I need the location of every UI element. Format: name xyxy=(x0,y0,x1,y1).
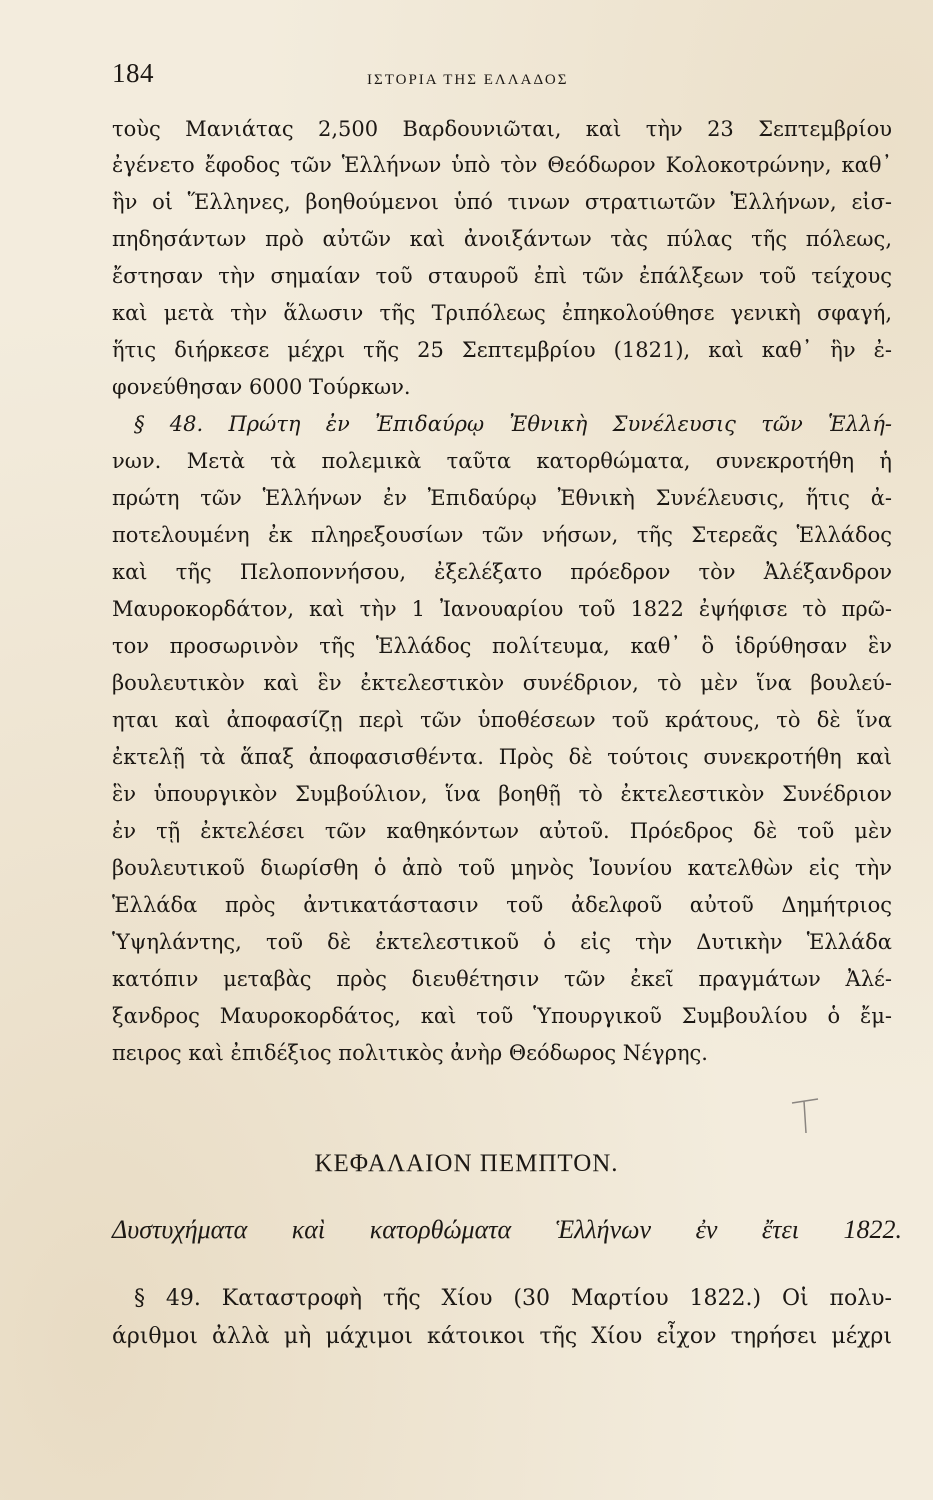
text-line: ἥτις διήρκεσε μέχρι τῆς 25 Σεπτεμβρίου (1821), καὶ καθ᾿ ἣν ἐ- xyxy=(112,338,892,362)
text-line: Ὑψηλάντης, τοῦ δὲ ἐκτελεστικοῦ ὁ εἰς τὴν Δυτικὴν Ἑλλάδα xyxy=(112,930,892,954)
text-line: ἐγένετο ἔφοδος τῶν Ἑλλήνων ὑπὸ τὸν Θεόδωρον Κολοκοτρώνην, καθ᾿ xyxy=(112,153,892,177)
text-line: καὶ τῆς Πελοποννήσου, ἐξελέξατο πρόεδρον τὸν Ἀλέξανδρον xyxy=(112,560,892,584)
page-number: 184 xyxy=(112,58,154,88)
text-line: τοὺς Μανιάτας 2,500 Βαρδουνιῶται, καὶ τὴν 23 Σεπτεμβρίου xyxy=(112,117,892,141)
text-line: ξανδρος Μαυροκορδάτος, καὶ τοῦ Ὑπουργικοῦ Συμβουλίου ὁ ἔμ- xyxy=(112,1004,892,1028)
text-line: καὶ μετὰ τὴν ἅλωσιν τῆς Τριπόλεως ἐπηκολούθησε γενικὴ σφαγή, xyxy=(112,301,892,325)
text-line: ἓν ὑπουργικὸν Συμβούλιον, ἵνα βοηθῇ τὸ ἐκτελεστικὸν Συνέδριον xyxy=(112,782,892,806)
chapter-subtitle: Δυστυχήματα καὶ κατορθώματα Ἑλλήνων ἐν ἔτει 1822. xyxy=(112,1215,902,1244)
text-line: νων. Μετὰ τὰ πολεμικὰ ταῦτα κατορθώματα, συνεκροτήθη ἡ xyxy=(112,449,892,473)
section-heading-48: § 48. Πρώτη ἐν Ἐπιδαύρῳ Ἐθνικὴ Συνέλευσις τῶν Ἑλλή- xyxy=(134,412,892,436)
pencil-mark xyxy=(790,1095,820,1135)
text-line: Ἑλλάδα πρὸς ἀντικατάστασιν τοῦ ἀδελφοῦ αὐτοῦ Δημήτριος xyxy=(112,893,892,917)
text-line: άριθμοι ἀλλὰ μὴ μάχιμοι κάτοικοι τῆς Χίου εἶχον τηρήσει μέχρι xyxy=(112,1324,892,1349)
text-line: βουλευτικὸν καὶ ἓν ἐκτελεστικὸν συνέδριον, τὸ μὲν ἵνα βουλεύ- xyxy=(112,671,892,695)
text-line: ἔστησαν τὴν σημαίαν τοῦ σταυροῦ ἐπὶ τῶν ἐπάλξεων τοῦ τείχους xyxy=(112,264,892,288)
text-line: βουλευτικοῦ διωρίσθη ὁ ἀπὸ τοῦ μηνὸς Ἰουνίου κατελθὼν εἰς τὴν xyxy=(112,856,892,880)
text-line: πειρος καὶ ἐπιδέξιος πολιτικὸς ἀνὴρ Θεόδωρος Νέγρης. xyxy=(112,1041,708,1065)
text-line: ἐν τῇ ἐκτελέσει τῶν καθηκόντων αὐτοῦ. Πρόεδρος δὲ τοῦ μὲν xyxy=(112,819,892,843)
running-head: ΙΣΤΟΡΙΑ ΤΗΣ ΕΛΛΑΔΟΣ xyxy=(367,72,569,88)
page-header xyxy=(112,58,892,98)
text-line: φονεύθησαν 6000 Τούρκων. xyxy=(112,375,411,399)
text-line: πηδησάντων πρὸ αὐτῶν καὶ ἀνοιξάντων τὰς πύλας τῆς πόλεως, xyxy=(112,227,892,251)
text-line: ποτελουμένη ἐκ πληρεξουσίων τῶν νήσων, τῆς Στερεᾶς Ἑλλάδος xyxy=(112,523,892,547)
text-line: τον προσωρινὸν τῆς Ἑλλάδος πολίτευμα, καθ᾿ ὃ ἱδρύθησαν ἓν xyxy=(112,634,892,658)
text-line: ἐκτελῇ τὰ ἅπαξ ἀποφασισθέντα. Πρὸς δὲ τούτοις συνεκροτήθη καὶ xyxy=(112,745,892,769)
section-heading-49: § 49. Καταστροφὴ τῆς Χίου (30 Μαρτίου 1822.) Οἱ πολυ- xyxy=(134,1286,892,1311)
text-line: ηται καὶ ἀποφασίζῃ περὶ τῶν ὑποθέσεων τοῦ κράτους, τὸ δὲ ἵνα xyxy=(112,708,892,732)
chapter-title: ΚΕΦΑΛΑΙΟΝ ΠΕΜΠΤΟΝ. xyxy=(314,1150,619,1177)
text-line: πρώτη τῶν Ἑλλήνων ἐν Ἐπιδαύρῳ Ἐθνικὴ Συνέλευσις, ἥτις ἀ- xyxy=(112,486,892,510)
text-line: ἣν οἱ Ἕλληνες, βοηθούμενοι ὑπό τινων στρατιωτῶν Ἑλλήνων, εἰσ- xyxy=(112,190,892,214)
text-line: Μαυροκορδάτον, καὶ τὴν 1 Ἰανουαρίου τοῦ 1822 ἐψήφισε τὸ πρῶ- xyxy=(112,597,892,621)
text-line: κατόπιν μεταβὰς πρὸς διευθέτησιν τῶν ἐκεῖ πραγμάτων Ἀλέ- xyxy=(112,967,892,991)
